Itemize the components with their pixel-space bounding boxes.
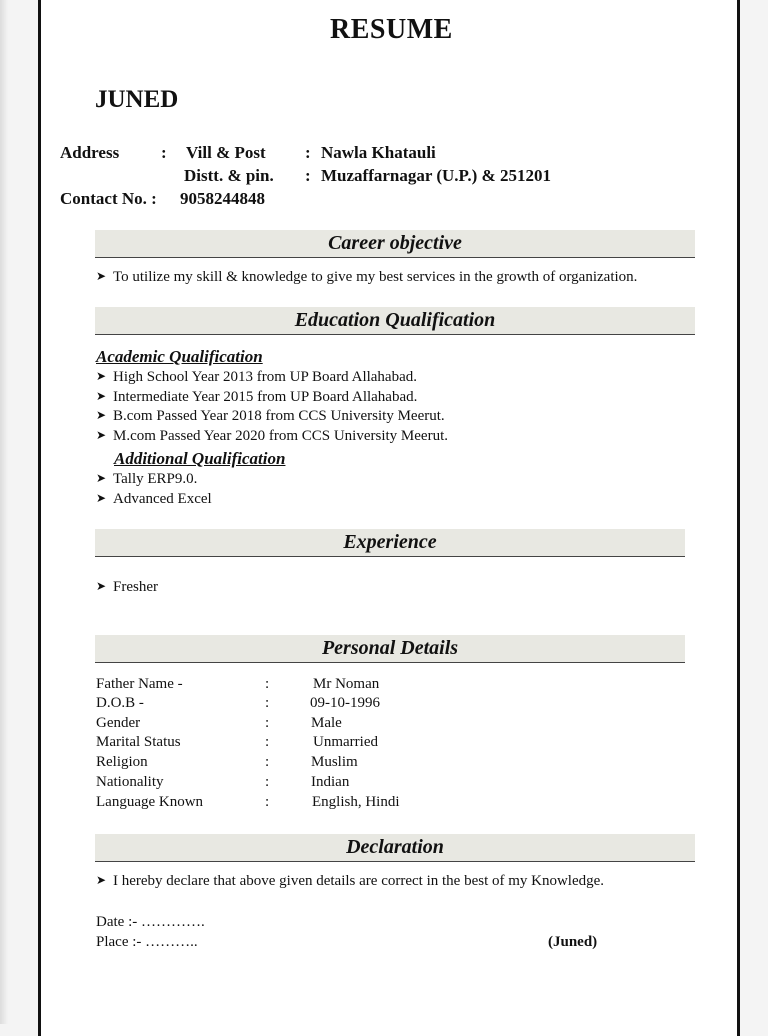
experience-item (96, 579, 158, 596)
address-colon: : (161, 143, 167, 162)
declaration-section-header (95, 834, 695, 862)
career-text: To utilize my skill & knowledge to give my best services in the growth of organization. (113, 269, 638, 285)
pd-value: English, Hindi (312, 794, 400, 810)
academic-heading: Academic Qualification (96, 347, 263, 366)
pd-label: Religion (96, 754, 148, 770)
pd-value: Unmarried (313, 734, 378, 750)
academic-item-text: Intermediate Year 2015 from UP Board Allahabad. (113, 389, 418, 405)
distt-pin-colon: : (305, 166, 311, 185)
vill-post-label: Vill & Post (186, 143, 266, 162)
additional-item (96, 491, 212, 508)
pd-value: Muslim (311, 754, 358, 770)
date-line: Date :- …………. (96, 914, 205, 930)
place-line: Place :- ……….. (96, 934, 198, 950)
arrow-bullet-icon: ➤ (96, 579, 107, 593)
academic-item-text: B.com Passed Year 2018 from CCS University Meerut. (113, 408, 445, 424)
personal-section-header (95, 635, 685, 663)
experience-heading: Experience (343, 531, 437, 553)
distt-pin-label: Distt. & pin. (184, 166, 274, 185)
experience-section-header (95, 529, 685, 557)
pd-label: D.O.B - (96, 695, 144, 711)
contact-label: Contact No. : (60, 189, 157, 208)
additional-item-text: Advanced Excel (113, 491, 212, 507)
career-item (96, 269, 637, 286)
signature-name: (Juned) (548, 934, 598, 950)
declaration-heading: Declaration (346, 836, 444, 858)
arrow-bullet-icon: ➤ (96, 491, 107, 505)
pd-value: Mr Noman (313, 676, 380, 692)
document-title: RESUME (330, 14, 453, 45)
academic-item (96, 408, 445, 425)
experience-text: Fresher (113, 579, 158, 595)
vill-post-value: Nawla Khatauli (321, 143, 436, 162)
career-heading: Career objective (328, 232, 462, 254)
additional-heading: Additional Qualification (114, 449, 286, 468)
declaration-text: I hereby declare that above given details are correct in the best of my Knowledge. (113, 873, 605, 889)
pd-value: 09-10-1996 (310, 695, 380, 711)
scanner-edge (0, 0, 8, 1024)
additional-item (96, 471, 197, 488)
pd-sep: : (265, 774, 270, 790)
career-section-header (95, 230, 695, 258)
address-label: Address (60, 143, 120, 162)
declaration-item (96, 873, 604, 890)
pd-sep: : (265, 734, 270, 750)
pd-label: Language Known (96, 794, 204, 810)
pd-value: Indian (311, 774, 350, 790)
arrow-bullet-icon: ➤ (96, 873, 107, 887)
pd-label: Nationality (96, 774, 164, 790)
personal-heading: Personal Details (321, 637, 459, 659)
pd-sep: : (265, 676, 270, 692)
pd-sep: : (265, 695, 270, 711)
academic-item (96, 369, 417, 386)
arrow-bullet-icon: ➤ (96, 389, 107, 403)
pd-sep: : (265, 794, 270, 810)
academic-item (96, 428, 448, 445)
arrow-bullet-icon: ➤ (96, 428, 107, 442)
pd-label: Gender (96, 715, 141, 731)
arrow-bullet-icon: ➤ (96, 471, 107, 485)
pd-sep: : (265, 715, 270, 731)
arrow-bullet-icon: ➤ (96, 369, 107, 383)
academic-item-text: High School Year 2013 from UP Board Allahabad. (113, 369, 417, 385)
arrow-bullet-icon: ➤ (96, 408, 107, 422)
distt-pin-value: Muzaffarnagar (U.P.) & 251201 (321, 166, 551, 185)
applicant-name: JUNED (95, 86, 179, 113)
vill-post-colon: : (305, 143, 311, 162)
additional-item-text: Tally ERP9.0. (113, 471, 198, 487)
academic-item-text: M.com Passed Year 2020 from CCS University Meerut. (113, 428, 448, 444)
arrow-bullet-icon: ➤ (96, 269, 107, 283)
pd-value: Male (311, 715, 342, 731)
contact-value: 9058244848 (180, 189, 265, 208)
education-section-header (95, 307, 695, 335)
education-heading: Education Qualification (294, 309, 496, 331)
pd-label: Father Name - (96, 676, 183, 692)
pd-label: Marital Status (96, 734, 181, 750)
pd-sep: : (265, 754, 270, 770)
academic-item (96, 389, 417, 406)
